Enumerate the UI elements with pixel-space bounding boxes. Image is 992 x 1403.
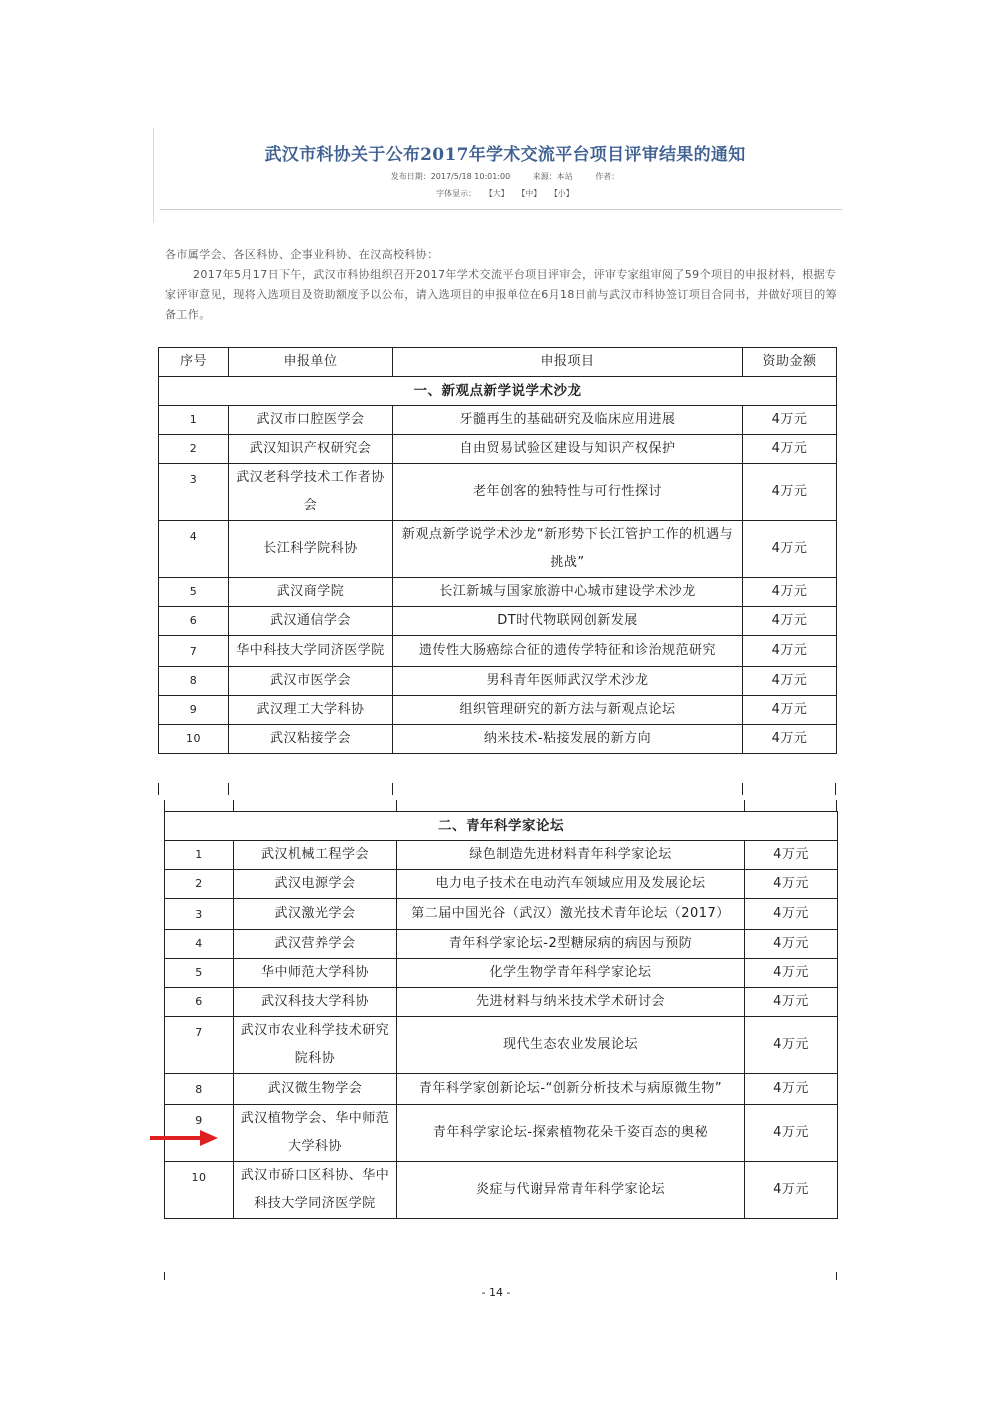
font-small-link[interactable]: 【小】 (549, 189, 574, 198)
row-project: 第二届中国光谷（武汉）激光技术青年论坛（2017） (397, 899, 745, 930)
page-left-border (153, 128, 154, 223)
row-unit: 武汉商学院 (229, 578, 393, 607)
section-header (159, 377, 837, 406)
row-amount: 4万元 (745, 959, 838, 988)
row-unit: 武汉微生物学会 (234, 1074, 397, 1105)
row-amount: 4万元 (743, 636, 837, 667)
row-no: 6 (165, 988, 234, 1017)
row-amount: 4万元 (743, 435, 837, 464)
table-row (159, 636, 837, 667)
header-project: 申报项目 (393, 348, 743, 377)
table-row (165, 1074, 838, 1105)
row-project: 绿色制造先进材料青年科学家论坛 (397, 841, 745, 870)
table-row (165, 1162, 838, 1219)
row-no: 10 (165, 1162, 234, 1219)
row-unit: 武汉市口腔医学会 (229, 406, 393, 435)
red-arrow-icon (150, 1129, 218, 1147)
table-row (165, 988, 838, 1017)
table-row (159, 578, 837, 607)
font-size-label: 字体显示： (436, 189, 477, 198)
row-unit: 长江科学院科协 (229, 521, 393, 578)
row-unit: 武汉科技大学科协 (234, 988, 397, 1017)
row-amount: 4万元 (745, 1074, 838, 1105)
table-row (159, 696, 837, 725)
row-amount: 4万元 (745, 1105, 838, 1162)
row-project: 化学生物学青年科学家论坛 (397, 959, 745, 988)
row-amount: 4万元 (743, 725, 837, 754)
table-row (165, 1105, 838, 1162)
row-unit: 武汉理工大学科协 (229, 696, 393, 725)
table-2-bottom-edge (164, 1272, 837, 1282)
row-amount: 4万元 (743, 667, 837, 696)
project-table-1 (158, 347, 837, 754)
row-unit: 武汉植物学会、华中师范大学科协 (234, 1105, 397, 1162)
publish-date: 发布日期：2017/5/18 10:01:00 (390, 172, 511, 181)
notice-title: 武汉市科协关于公布2017年学术交流平台项目评审结果的通知 (264, 145, 746, 165)
row-no: 10 (159, 725, 229, 754)
table-row (165, 899, 838, 930)
row-no: 4 (159, 521, 229, 578)
row-project: 现代生态农业发展论坛 (397, 1017, 745, 1074)
row-no: 3 (159, 464, 229, 521)
row-no: 3 (165, 899, 234, 930)
row-project: 牙髓再生的基础研究及临床应用进展 (393, 406, 743, 435)
row-project: 老年创客的独特性与可行性探讨 (393, 464, 743, 521)
row-amount: 4万元 (743, 696, 837, 725)
page-number: - 14 - (481, 1286, 511, 1299)
row-project: 青年科学家论坛-探索植物花朵千姿百态的奥秘 (397, 1105, 745, 1162)
row-project: 长江新城与国家旅游中心城市建设学术沙龙 (393, 578, 743, 607)
row-no: 6 (159, 607, 229, 636)
author: 作者： (595, 172, 620, 181)
row-amount: 4万元 (745, 870, 838, 899)
row-project: 炎症与代谢异常青年科学家论坛 (397, 1162, 745, 1219)
row-project: 纳米技术-粘接发展的新方向 (393, 725, 743, 754)
row-project: 组织管理研究的新方法与新观点论坛 (393, 696, 743, 725)
row-project: 自由贸易试验区建设与知识产权保护 (393, 435, 743, 464)
row-amount: 4万元 (745, 841, 838, 870)
table-row (165, 930, 838, 959)
table-row (159, 667, 837, 696)
section-title: 一、新观点新学说学术沙龙 (159, 377, 837, 406)
row-no: 5 (159, 578, 229, 607)
font-size-switcher (160, 188, 850, 199)
section-title: 二、青年科学家论坛 (165, 812, 838, 841)
header-no: 序号 (159, 348, 229, 377)
row-project: 电力电子技术在电动汽车领域应用及发展论坛 (397, 870, 745, 899)
row-unit: 华中科技大学同济医学院 (229, 636, 393, 667)
row-amount: 4万元 (745, 1017, 838, 1074)
font-medium-link[interactable]: 【中】 (517, 189, 542, 198)
row-no: 2 (159, 435, 229, 464)
row-amount: 4万元 (745, 1162, 838, 1219)
row-no: 7 (159, 636, 229, 667)
table-header (159, 348, 837, 377)
body-paragraph: 2017年5月17日下午，武汉市科协组织召开2017年学术交流平台项目评审会，评审专家组审阅了59个项目的申报材料，根据专家评审意见，现将入选项目及资助额度予以公布，请入选项目的申报单位在6月18日前与武汉市科协签订项目合同书，并做好项目的筹备工作。 (165, 268, 837, 321)
row-unit: 武汉激光学会 (234, 899, 397, 930)
row-no: 2 (165, 870, 234, 899)
table-row (159, 435, 837, 464)
table-row (165, 841, 838, 870)
row-no: 1 (165, 841, 234, 870)
row-unit: 武汉机械工程学会 (234, 841, 397, 870)
notice-meta (160, 171, 850, 182)
row-unit: 武汉电源学会 (234, 870, 397, 899)
table-row (159, 725, 837, 754)
row-no: 8 (159, 667, 229, 696)
table-row (165, 870, 838, 899)
greeting: 各市属学会、各区科协、企事业科协、在汉高校科协： (165, 248, 439, 261)
row-unit: 武汉营养学会 (234, 930, 397, 959)
header-divider (160, 209, 842, 210)
row-amount: 4万元 (745, 988, 838, 1017)
row-amount: 4万元 (743, 464, 837, 521)
row-amount: 4万元 (743, 406, 837, 435)
row-project: 先进材料与纳米技术学术研讨会 (397, 988, 745, 1017)
table-row (159, 607, 837, 636)
row-project: 新观点新学说学术沙龙“新形势下长江管护工作的机遇与挑战” (393, 521, 743, 578)
row-amount: 4万元 (745, 899, 838, 930)
row-no: 9 (159, 696, 229, 725)
table-row (165, 959, 838, 988)
row-no: 5 (165, 959, 234, 988)
table-row (165, 1017, 838, 1074)
row-unit: 武汉市医学会 (229, 667, 393, 696)
row-no: 1 (159, 406, 229, 435)
row-amount: 4万元 (743, 578, 837, 607)
source: 来源：本站 (532, 172, 573, 181)
section-header (165, 812, 838, 841)
row-no: 7 (165, 1017, 234, 1074)
row-project: 遗传性大肠癌综合征的遗传学特征和诊治规范研究 (393, 636, 743, 667)
row-project: DT时代物联网创新发展 (393, 607, 743, 636)
table-row (159, 521, 837, 578)
row-project: 青年科学家创新论坛-“创新分析技术与病原微生物” (397, 1074, 745, 1105)
row-no: 4 (165, 930, 234, 959)
notice-body (165, 245, 845, 325)
row-project: 青年科学家论坛-2型糖尿病的病因与预防 (397, 930, 745, 959)
row-unit: 武汉市硚口区科协、华中科技大学同济医学院 (234, 1162, 397, 1219)
row-unit: 武汉市农业科学技术研究院科协 (234, 1017, 397, 1074)
header-unit: 申报单位 (229, 348, 393, 377)
row-amount: 4万元 (743, 521, 837, 578)
row-unit: 武汉知识产权研究会 (229, 435, 393, 464)
row-no: 8 (165, 1074, 234, 1105)
table-row (159, 406, 837, 435)
row-unit: 华中师范大学科协 (234, 959, 397, 988)
row-unit: 武汉粘接学会 (229, 725, 393, 754)
font-large-link[interactable]: 【大】 (484, 189, 509, 198)
row-amount: 4万元 (745, 930, 838, 959)
project-table-2 (164, 811, 838, 1219)
row-project: 男科青年医师武汉学术沙龙 (393, 667, 743, 696)
header-amount: 资助金额 (743, 348, 837, 377)
row-unit: 武汉通信学会 (229, 607, 393, 636)
row-unit: 武汉老科学技术工作者协会 (229, 464, 393, 521)
row-amount: 4万元 (743, 607, 837, 636)
table-row (159, 464, 837, 521)
row-no: 9 (165, 1105, 234, 1162)
